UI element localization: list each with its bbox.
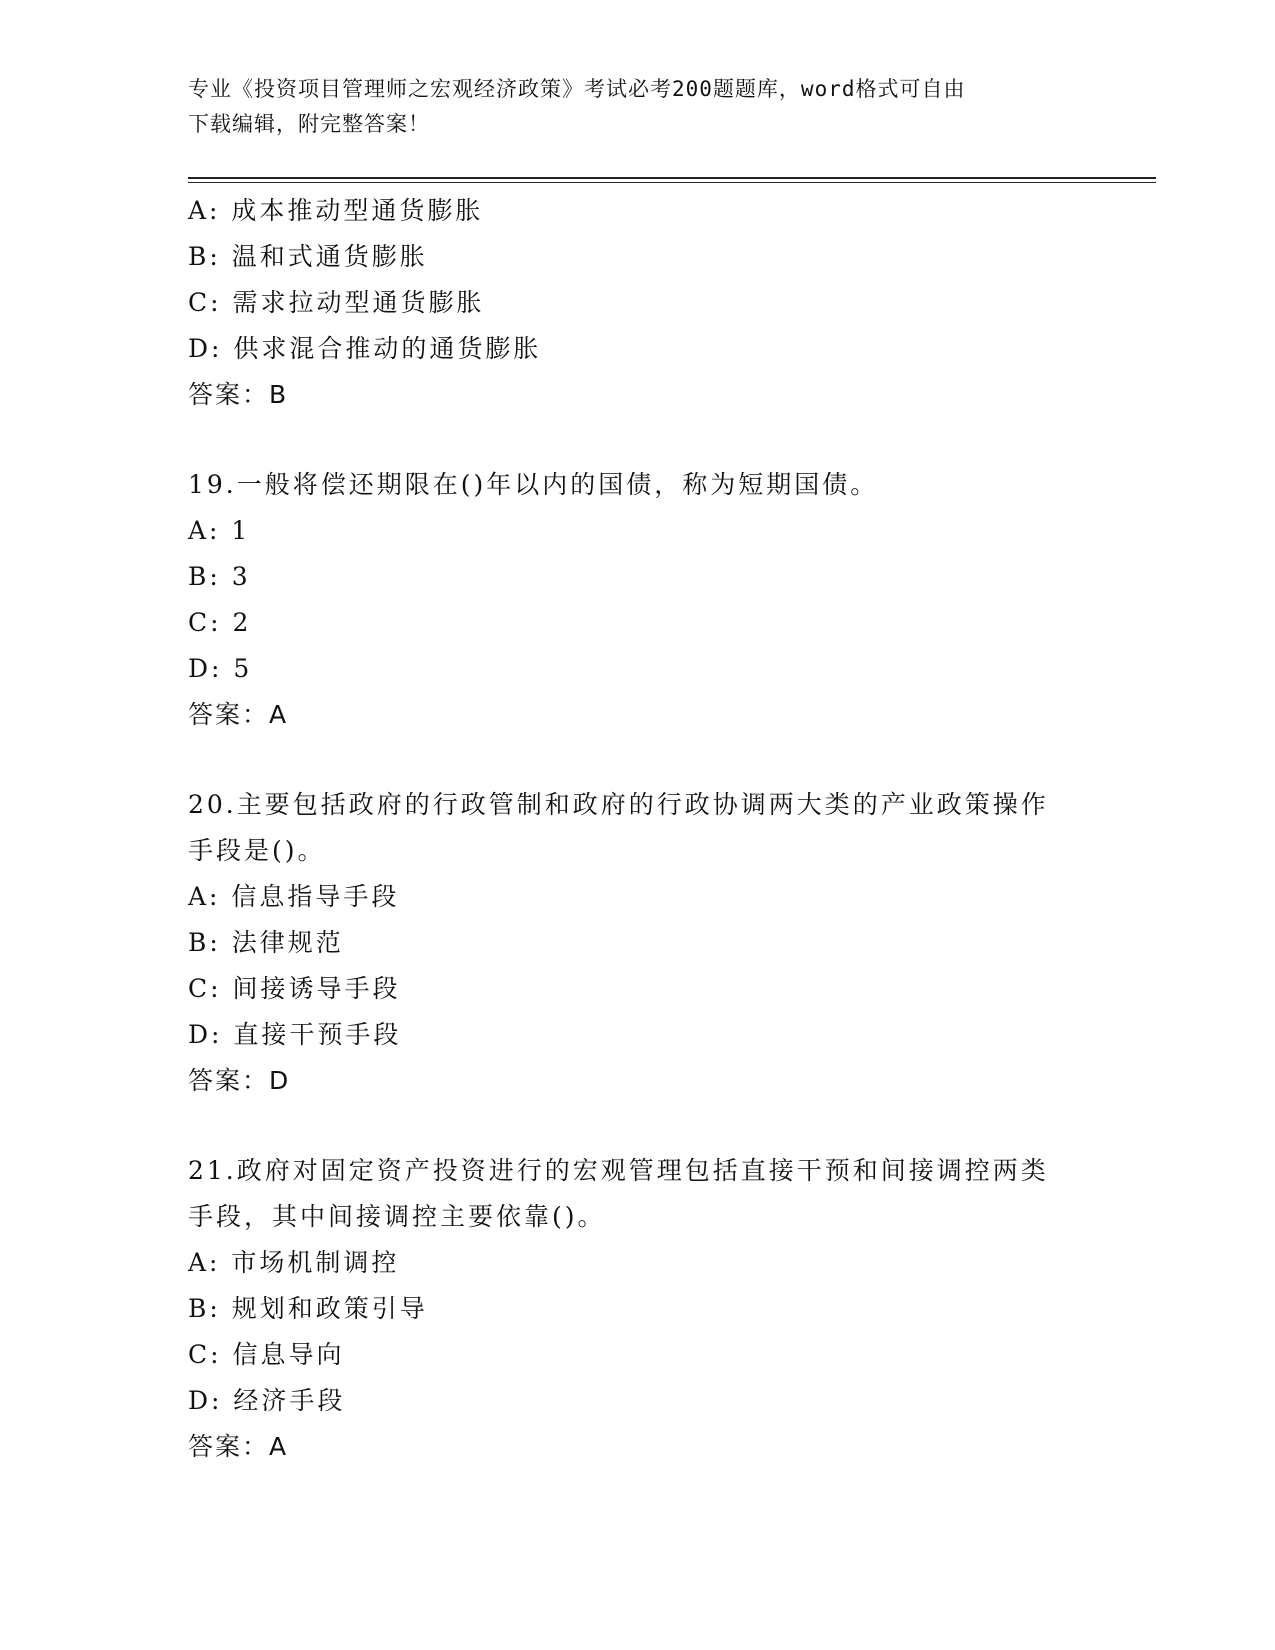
- question-list: [188, 188, 1088, 1470]
- option-b: B: 规划和政策引导: [188, 1294, 428, 1323]
- question-stem-line-1: 21.政府对固定资产投资进行的宏观管理包括直接干预和间接调控两类: [188, 1156, 1049, 1185]
- option-c: C: 信息导向: [188, 1340, 345, 1369]
- option-b: B: 法律规范: [188, 928, 344, 957]
- option-c: C: 2: [188, 608, 252, 637]
- header-divider-thin: [188, 182, 1156, 183]
- question-20: [188, 782, 1088, 1104]
- answer: 答案：D: [188, 1066, 291, 1095]
- question-21: [188, 1148, 1088, 1470]
- option-d: D: 直接干预手段: [188, 1020, 402, 1049]
- answer: 答案：A: [188, 700, 289, 729]
- spacer: [188, 738, 1088, 782]
- option-d: D: 供求混合推动的通货膨胀: [188, 334, 542, 363]
- question-18: [188, 188, 1088, 418]
- document-header: [188, 72, 1088, 142]
- option-a: A: 信息指导手段: [188, 882, 400, 911]
- header-line-2: 下载编辑，附完整答案！: [188, 112, 430, 136]
- option-c: C: 需求拉动型通货膨胀: [188, 288, 485, 317]
- question-19: [188, 462, 1088, 738]
- spacer: [188, 1104, 1088, 1148]
- header-line-1: 专业《投资项目管理师之宏观经济政策》考试必考200题题库，word格式可自由: [188, 77, 966, 101]
- option-a: A: 1: [188, 516, 251, 545]
- option-d: D: 5: [188, 654, 253, 683]
- option-b: B: 温和式通货膨胀: [188, 242, 428, 271]
- question-stem-line-1: 20.主要包括政府的行政管制和政府的行政协调两大类的产业政策操作: [188, 790, 1049, 819]
- question-stem-line-2: 手段是()。: [188, 836, 326, 865]
- question-stem-line-2: 手段，其中间接调控主要依靠()。: [188, 1202, 606, 1231]
- option-c: C: 间接诱导手段: [188, 974, 401, 1003]
- answer: 答案：B: [188, 380, 289, 409]
- option-a: A: 市场机制调控: [188, 1248, 400, 1277]
- answer: 答案：A: [188, 1432, 289, 1461]
- question-stem: 19.一般将偿还期限在()年以内的国债，称为短期国债。: [188, 470, 879, 499]
- option-a: A: 成本推动型通货膨胀: [188, 196, 484, 225]
- option-b: B: 3: [188, 562, 251, 591]
- spacer: [188, 418, 1088, 462]
- option-d: D: 经济手段: [188, 1386, 346, 1415]
- header-divider: [188, 177, 1156, 179]
